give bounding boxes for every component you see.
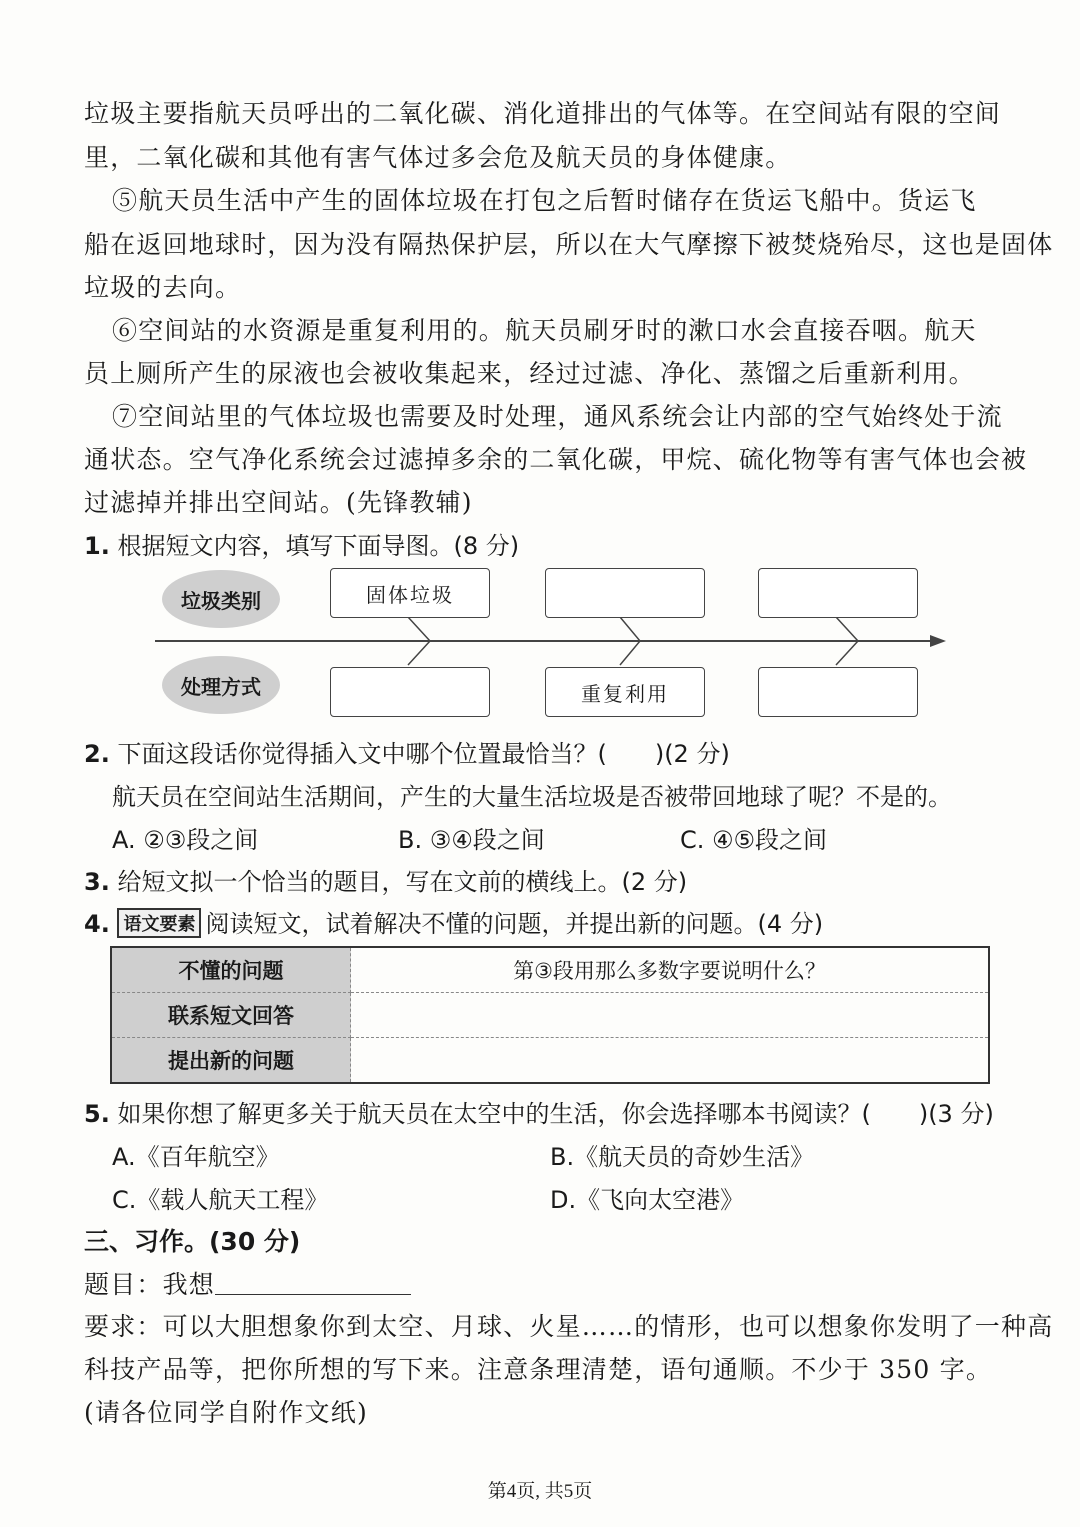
paragraph-7: ⑦空间站里的气体垃圾也需要及时处理，通风系统会让内部的空气始终处于流 [112, 402, 1003, 431]
top-box-3[interactable] [758, 568, 918, 618]
q2-quote: 航天员在空间站生活期间，产生的大量生活垃圾是否被带回地球了呢？不是的。 [112, 783, 952, 811]
passage-line: 过滤掉并排出空间站。(先锋教辅) [84, 488, 473, 517]
question-text: 给短文拟一个恰当的题目，写在文前的横线上。(2 分) [117, 868, 688, 896]
requirement-line: 要求：可以大胆想象你到太空、月球、火星……的情形，也可以想象你发明了一种高 [84, 1312, 1054, 1341]
language-element-tag: 语文要素 [117, 908, 201, 938]
question-1 [84, 526, 519, 561]
passage-line: 船在返回地球时，因为没有隔热保护层，所以在大气摩擦下被焚烧殆尽，这也是固体 [84, 230, 1054, 259]
question-number: 2. [84, 740, 110, 768]
q5-option-c[interactable]: C.《载人航天工程》 [112, 1186, 329, 1214]
writing-title-row [84, 1265, 411, 1301]
row-label: 不懂的问题 [111, 947, 351, 993]
top-box-2[interactable] [545, 568, 705, 618]
question-2 [84, 734, 730, 769]
row-value: 第③段用那么多数字要说明什么？ [351, 947, 990, 993]
question-4 [84, 904, 823, 939]
passage-line: 垃圾的去向。 [84, 273, 242, 302]
writing-note: (请各位同学自附作文纸) [84, 1398, 368, 1427]
fishbone-diagram [150, 560, 950, 720]
passage-line: 员上厕所产生的尿液也会被收集起来，经过过滤、净化、蒸馏之后重新利用。 [84, 359, 975, 388]
title-label: 题目：我想 [84, 1270, 216, 1299]
bottom-box-3[interactable] [758, 667, 918, 717]
question-text: 阅读短文，试着解决不懂的问题，并提出新的问题。(4 分) [205, 910, 824, 938]
table-row [111, 993, 989, 1038]
q5-option-a[interactable]: A.《百年航空》 [112, 1143, 280, 1171]
answer-field[interactable] [351, 1038, 990, 1084]
top-box-1[interactable]: 固体垃圾 [330, 568, 490, 618]
paragraph-5: ⑤航天员生活中产生的固体垃圾在打包之后暂时储存在货运飞船中。货运飞 [112, 186, 977, 215]
q2-option-a[interactable]: A. ②③段之间 [112, 826, 259, 854]
q5-option-d[interactable]: D.《飞向太空港》 [550, 1186, 745, 1214]
bottom-box-2[interactable]: 重复利用 [545, 667, 705, 717]
paragraph-6: ⑥空间站的水资源是重复利用的。航天员刷牙时的漱口水会直接吞咽。航天 [112, 316, 977, 345]
question-text: 根据短文内容，填写下面导图。(8 分) [117, 532, 520, 560]
question-5 [84, 1094, 994, 1129]
title-blank[interactable] [215, 1270, 411, 1295]
method-label: 处理方式 [162, 656, 280, 714]
question-text: 下面这段话你觉得插入文中哪个位置最恰当？( )(2 分) [117, 740, 730, 768]
answer-field[interactable] [351, 993, 990, 1038]
row-label: 联系短文回答 [111, 993, 351, 1038]
section-heading: 三、习作。(30 分) [84, 1227, 301, 1256]
question-table [110, 946, 990, 1084]
passage-line: 里，二氧化碳和其他有害气体过多会危及航天员的身体健康。 [84, 143, 792, 172]
q5-option-b[interactable]: B.《航天员的奇妙生活》 [550, 1143, 815, 1171]
question-3 [84, 862, 687, 897]
passage-line: 垃圾主要指航天员呼出的二氧化碳、消化道排出的气体等。在空间站有限的空间 [84, 99, 1002, 128]
q2-option-b[interactable]: B. ③④段之间 [398, 826, 545, 854]
bottom-box-1[interactable] [330, 667, 490, 717]
page-number: 第4页, 共5页 [487, 1481, 593, 1502]
row-label: 提出新的问题 [111, 1038, 351, 1084]
passage-line: 通状态。空气净化系统会过滤掉多余的二氧化碳，甲烷、硫化物等有害气体也会被 [84, 445, 1028, 474]
question-number: 5. [84, 1100, 110, 1128]
question-number: 3. [84, 868, 110, 896]
q2-option-c[interactable]: C. ④⑤段之间 [680, 826, 828, 854]
table-row [111, 1038, 989, 1084]
requirement-line: 科技产品等，把你所想的写下来。注意条理清楚，语句通顺。不少于 350 字。 [84, 1355, 993, 1384]
question-text: 如果你想了解更多关于航天员在太空中的生活，你会选择哪本书阅读？( )(3 分) [117, 1100, 994, 1128]
table-row [111, 947, 989, 993]
question-number: 1. [84, 532, 110, 560]
question-number: 4. [84, 910, 110, 938]
category-label: 垃圾类别 [162, 570, 280, 628]
